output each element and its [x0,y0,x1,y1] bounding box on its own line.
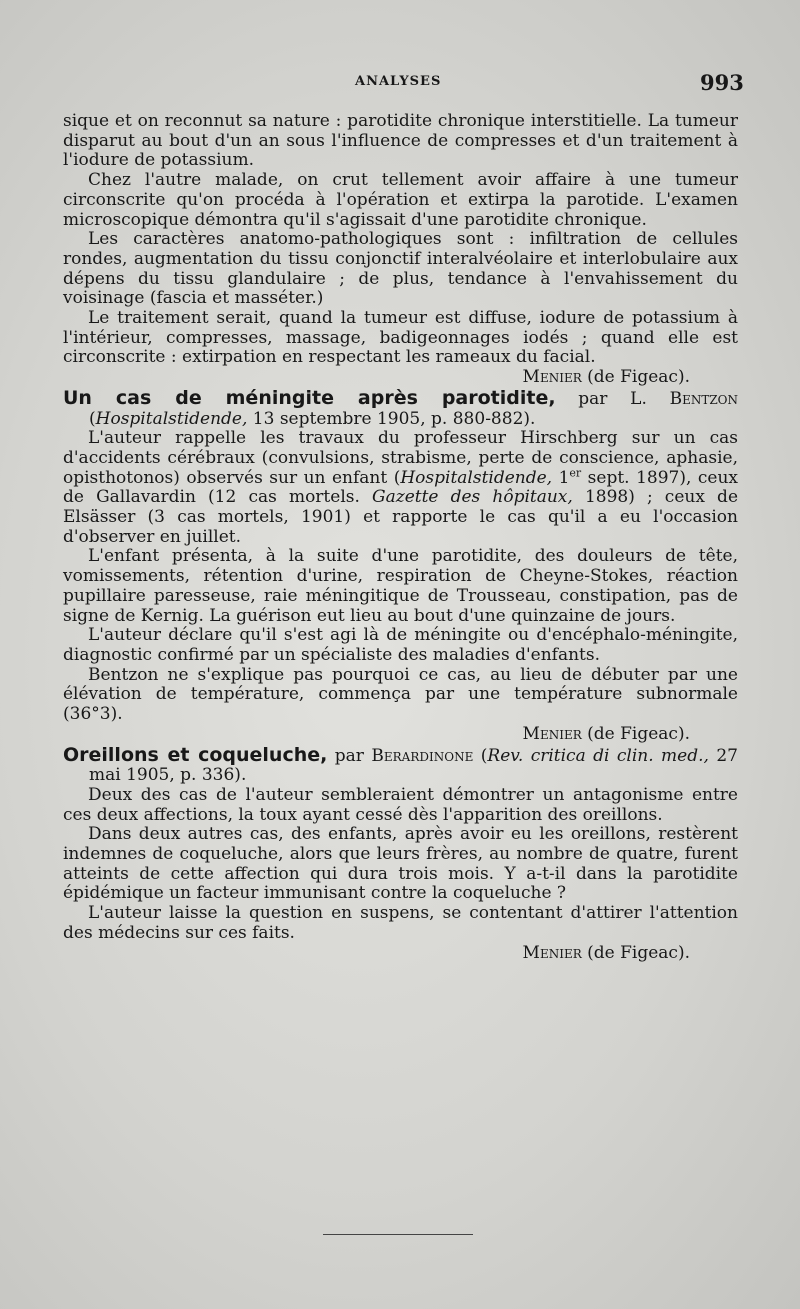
article-heading [63,743,739,786]
article-paragraph-3: L'auteur laisse la question en suspens, se contentant d'attirer l'attention des médecins sur ces faits. [63,903,738,943]
article-paragraph-1 [63,429,738,547]
text-run: 1898) ; ceux de Elsässer (3 cas mortels, 1901) et rapporte le cas qu'il a eu l'occasion d'observer en juillet. [63,487,738,547]
article-heading [63,386,739,429]
signature-place: (de Figeac). [581,723,690,744]
signature-place: (de Figeac). [581,942,690,963]
article-signature [63,944,738,964]
intro-paragraph-2: Chez l'autre malade, on crut tellement avoir affaire à une tumeur circonscrite qu'on procéda à l'opération et extirpa la parotide. L'examen microscopique démontra qu'il s'agissait d'une parotidite chronique. [63,170,738,230]
article-by: par [555,388,631,409]
text-run: L'auteur rappelle les travaux du professeur Hirschberg sur un cas d'accidents cérébraux (convulsions, strabisme, perte de conscience, aphasie, opisthotonos) observés sur un enfant ( [63,428,738,488]
text-run: sept. 1897), ceux de Gallavardin (12 cas mortels. [63,467,738,508]
source-open: ( [89,408,96,429]
journal-citation: Gazette des hôpitaux, [372,487,573,508]
journal-citation: Hospitalstidende, [400,467,553,488]
source-open: ( [473,745,488,766]
article-signature [63,725,738,745]
article-paragraph-2: Dans deux autres cas, des enfants, après avoir eu les oreillons, restèrent indemnes de coqueluche, alors que leurs frères, au nombre de quatre, furent atteints de cette affection qui dura trois mois. Y a-t-il dans la parotidite épidémique un facteur immunisant contre la coqueluche ? [63,824,738,904]
source-journal: Rev. critica di clin. med., [487,745,709,766]
article-author: Berardinone [371,745,474,766]
article-oreillons [63,743,739,964]
article-author: L. Bentzon [630,388,739,409]
signature-author: Menier [522,942,582,963]
signature-author: Menier [522,367,582,388]
intro-section [63,112,738,388]
page-header [0,70,800,100]
article-title: Un cas de méningite après parotidite, [63,386,556,409]
ordinal-superscript: er [569,466,582,479]
body-text [63,112,738,963]
intro-paragraph-3: Les caractères anatomo-pathologiques sont : infiltration de cellules rondes, augmentation du tissu conjonctif interalvéolaire et interlobulaire aux dépens du tissu glandulaire ; de plus, tendance à l'envahissement du voisinage (fascia et masséter.) [63,229,738,309]
article-paragraph-4: Bentzon ne s'explique pas pourquoi ce cas, au lieu de débuter par une élévation de température, commença par une température subnormale (36°3). [63,664,738,725]
signature-author: Menier [522,723,582,744]
source-details: 27 mai 1905, p. 336). [89,745,739,786]
article-by: par [327,745,372,766]
page-number: 993 [700,70,744,95]
intro-paragraph-4: Le traitement serait, quand la tumeur est diffuse, iodure de potassium à l'intérieur, compresses, massage, badigeonnages iodés ; quand elle est circonscrite : extirpation en respectant les rameaux du facial. [63,308,738,368]
running-title: ANALYSES [355,74,442,89]
article-meningite [63,386,739,745]
intro-paragraph-1: sique et on reconnut sa nature : parotidite chronique interstitielle. La tumeur disparut au bout d'un an sous l'influence de compresses et d'un traitement à l'iodure de potassium. [63,111,738,171]
article-title: Oreillons et coqueluche, [63,743,328,766]
source-details: 13 septembre 1905, p. 880-882). [247,408,536,429]
source-journal: Hospitalstidende, [95,408,248,429]
article-paragraph-2: L'enfant présenta, à la suite d'une parotidite, des douleurs de tête, vomissements, rétention d'urine, respiration de Cheyne-Stokes, réaction pupillaire paresseuse, raie méningitique de Trousseau, constipation, pas de signe de Kernig. La guérison eut lieu au bout d'une quinzaine de jours. [63,546,738,626]
signature-place: (de Figeac). [581,367,690,388]
text-run: 1 [552,467,570,488]
intro-signature [63,368,738,388]
article-paragraph-1: Deux des cas de l'auteur sembleraient démontrer un antagonisme entre ces deux affections, la toux ayant cessé dès l'apparition des oreillons. [63,784,738,825]
article-paragraph-3: L'auteur déclare qu'il s'est agi là de méningite ou d'encéphalo-méningite, diagnostic confirmé par un spécialiste des maladies d'enfants. [63,625,738,665]
section-divider [323,1234,473,1235]
